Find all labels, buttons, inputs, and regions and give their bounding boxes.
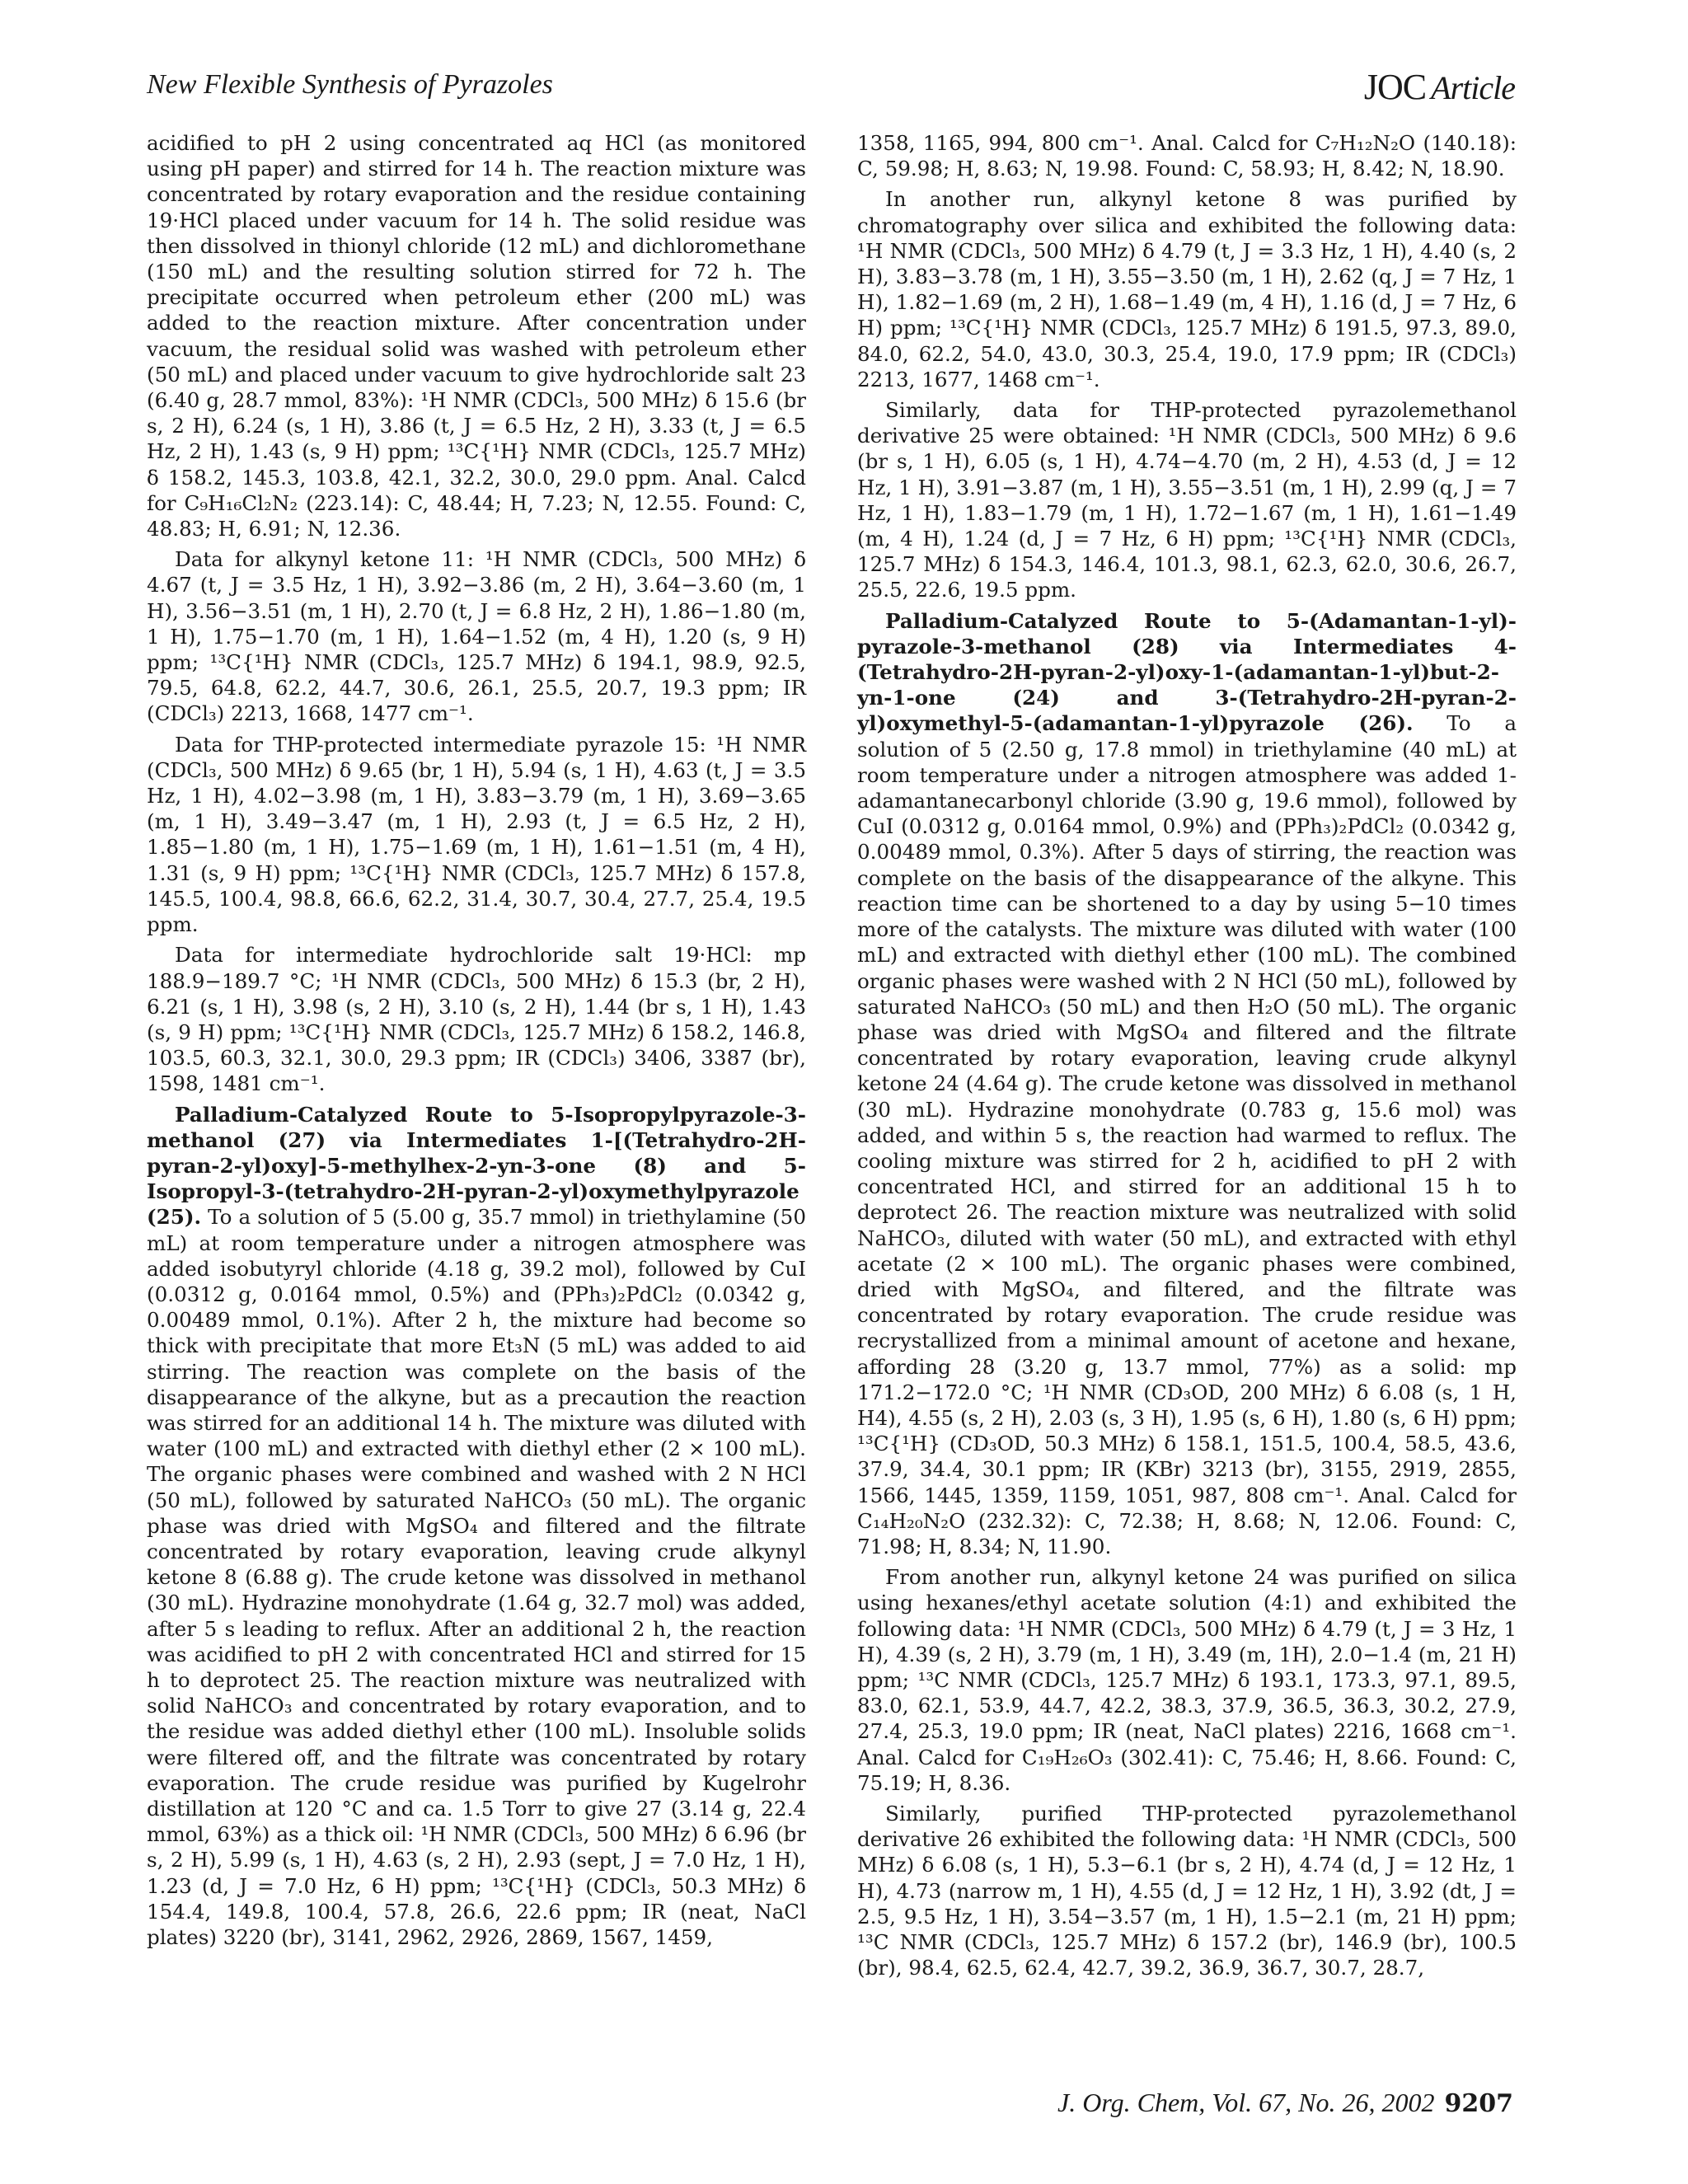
section-body: To a solution of 5 (2.50 g, 17.8 mmol) in triethylamine (40 mL) at room temperature under a nitrogen atmosphere was added 1-adamantanecarbonyl chloride (3.90 g, 19.6 mmol), followed by CuI (0.0312 g, 0.0164 mmol, 0.9%) and (PPh₃)₂PdCl₂ (0.0342 g, 0.00489 mmol, 0.3%). After 5 days of stirring, the reaction was complete on the basis of the disappearance of the alkyne. This reaction time can be shortened to a day by using 5−10 times more of the catalysts. The mixture was diluted with water (100 mL) and extracted with diethyl ether (100 mL). The combined organic phases were washed with 2 N HCl (50 mL), followed by saturated NaHCO₃ (50 mL) and then H₂O (50 mL). The organic phase was dried with MgSO₄ and filtered and the filtrate concentrated by rotary evaporation, leaving crude alkynyl ketone 24 (4.64 g). The crude ketone was dissolved in methanol (30 mL). Hydrazine monohydrate (0.783 g, 15.6 mol) was added, and within 5 s, the reaction had warmed to reflux. The cooling mixture was stirred for 2 h, acidified to pH 2 with concentrated HCl, and stirred for an additional 15 h to deprotect 26. The reaction mixture was neutralized with solid NaHCO₃, diluted with water (50 mL), and extracted with ethyl acetate (2 × 100 mL). The organic phases were combined, dried with MgSO₄, and filtered, and the filtrate was concentrated by rotary evaporation. The crude residue was recrystallized from a minimal amount of acetone and hexane, affording 28 (3.20 g, 13.7 mmol, 77%) as a solid: mp 171.2−172.0 °C; ¹H NMR (CD₃OD, 200 MHz) δ 6.08 (s, 1 H, H4), 4.55 (s, 2 H), 2.03 (s, 3 H), 1.95 (s, 6 H), 1.80 (s, 6 H) ppm; ¹³C{¹H} (CD₃OD, 50.3 MHz) δ 158.1, 151.5, 100.4, 58.5, 43.6, 37.9, 34.4, 30.1 ppm; IR (KBr) 3213 (br), 3155, 2919, 2855, 1566, 1445, 1359, 1159, 1051, 987, 808 cm⁻¹. Anal. Calcd for C₁₄H₂₀N₂O (232.32): C, 72.38; H, 8.68; N, 12.06. Found: C, 71.98; H, 8.34; N, 11.90. — [857, 711, 1517, 1558]
paragraph: Similarly, purified THP-protected pyrazolemethanol derivative 26 exhibited the following data: ¹H NMR (CDCl₃, 500 MHz) δ 6.08 (s, 1 H), 5.3−6.1 (br s, 2 H), 4.74 (d, J = 12 Hz, 1 H), 4.73 (narrow m, 1 H), 4.55 (d, J = 12 Hz, 1 H), 3.92 (dt, J = 2.5, 9.5 Hz, 1 H), 3.54−3.57 (m, 1 H), 1.5−2.1 (m, 21 H) ppm; ¹³C NMR (CDCl₃, 125.7 MHz) δ 157.2 (br), 146.9 (br), 100.5 (br), 98.4, 62.5, 62.4, 42.7, 39.2, 36.9, 36.7, 30.7, 28.7, — [857, 1802, 1517, 1980]
right-column — [857, 130, 1517, 1985]
page-footer — [1057, 2088, 1513, 2118]
section-paragraph — [857, 608, 1517, 1560]
journal-section: Article — [1431, 69, 1515, 106]
left-column — [147, 130, 806, 1955]
paragraph: Data for intermediate hydrochloride salt 19·HCl: mp 188.9−189.7 °C; ¹H NMR (CDCl₃, 500 MHz) δ 15.3 (br, 2 H), 6.21 (s, 1 H), 3.98 (s, 2 H), 3.10 (s, 2 H), 1.44 (br s, 1 H), 1.43 (s, 9 H) ppm; ¹³C{¹H} NMR (CDCl₃, 125.7 MHz) δ 158.2, 146.8, 103.5, 60.3, 32.1, 30.0, 29.3 ppm; IR (CDCl₃) 3406, 3387 (br), 1598, 1481 cm⁻¹. — [147, 943, 806, 1096]
section-heading: Palladium-Catalyzed Route to 5-Isopropylpyrazole-3-methanol (27) via Intermediates 1-[(Tetrahydro-2H-pyran-2-yl)oxy]-5-methylhex-2-yn-3-one (8) and 5-Isopropyl-3-(tetrahydro-2H-pyran-2-yl)oxymethylpyrazole (25). — [147, 1102, 806, 1230]
journal-logo-text: JOC — [1363, 67, 1427, 107]
paragraph: 1358, 1165, 994, 800 cm⁻¹. Anal. Calcd for C₇H₁₂N₂O (140.18): C, 59.98; H, 8.63; N, 19.98. Found: C, 58.93; H, 8.42; N, 18.90. — [857, 131, 1517, 181]
paragraph: acidified to pH 2 using concentrated aq HCl (as monitored using pH paper) and stirred for 14 h. The reaction mixture was concentrated by rotary evaporation and the residue containing 19·HCl placed under vacuum for 14 h. The solid residue was then dissolved in thionyl chloride (12 mL) and dichloromethane (150 mL) and the resulting solution stirred for 72 h. The precipitate occurred when petroleum ether (200 mL) was added to the reaction mixture. After concentration under vacuum, the residual solid was washed with petroleum ether (50 mL) and placed under vacuum to give hydrochloride salt 23 (6.40 g, 28.7 mmol, 83%): ¹H NMR (CDCl₃, 500 MHz) δ 15.6 (br s, 2 H), 6.24 (s, 1 H), 3.86 (t, J = 6.5 Hz, 2 H), 3.33 (t, J = 6.5 Hz, 2 H), 1.43 (s, 9 H) ppm; ¹³C{¹H} NMR (CDCl₃, 125.7 MHz) δ 158.2, 145.3, 103.8, 42.1, 32.2, 30.0, 29.0 ppm. Anal. Calcd for C₉H₁₆Cl₂N₂ (223.14): C, 48.44; H, 7.23; N, 12.55. Found: C, 48.83; H, 6.91; N, 12.36. — [147, 131, 806, 541]
paragraph: Data for alkynyl ketone 11: ¹H NMR (CDCl₃, 500 MHz) δ 4.67 (t, J = 3.5 Hz, 1 H), 3.92−3.86 (m, 2 H), 3.64−3.60 (m, 1 H), 3.56−3.51 (m, 1 H), 2.70 (t, J = 6.8 Hz, 2 H), 1.86−1.80 (m, 1 H), 1.75−1.70 (m, 1 H), 1.64−1.52 (m, 4 H), 1.20 (s, 9 H) ppm; ¹³C{¹H} NMR (CDCl₃, 125.7 MHz) δ 194.1, 98.9, 92.5, 79.5, 64.8, 62.2, 44.7, 30.6, 26.1, 25.5, 20.7, 19.3 ppm; IR (CDCl₃) 2213, 1668, 1477 cm⁻¹. — [147, 547, 806, 726]
section-heading: Palladium-Catalyzed Route to 5-(Adamantan-1-yl)-pyrazole-3-methanol (28) via Intermediates 4-(Tetrahydro-2H-pyran-2-yl)oxy-1-(adamantan-1-yl)but-2-yn-1-one (24) and 3-(Tetrahydro-2H-pyran-2-yl)oxymethyl-5-(adamantan-1-yl)pyrazole (26). — [857, 608, 1517, 736]
paragraph: In another run, alkynyl ketone 8 was purified by chromatography over silica and exhibited the following data: ¹H NMR (CDCl₃, 500 MHz) δ 4.79 (t, J = 3.3 Hz, 1 H), 4.40 (s, 2 H), 3.83−3.78 (m, 1 H), 3.55−3.50 (m, 1 H), 2.62 (q, J = 7 Hz, 1 H), 1.82−1.69 (m, 2 H), 1.68−1.49 (m, 4 H), 1.16 (d, J = 7 Hz, 6 H) ppm; ¹³C{¹H} NMR (CDCl₃, 125.7 MHz) δ 191.5, 97.3, 89.0, 84.0, 62.2, 54.0, 43.0, 30.3, 25.4, 19.0, 17.9 ppm; IR (CDCl₃) 2213, 1677, 1468 cm⁻¹. — [857, 187, 1517, 391]
paragraph: From another run, alkynyl ketone 24 was purified on silica using hexanes/ethyl acetate solution (4:1) and exhibited the following data: ¹H NMR (CDCl₃, 500 MHz) δ 4.79 (t, J = 3 Hz, 1 H), 4.39 (s, 2 H), 3.79 (m, 1 H), 3.49 (m, 1H), 2.0−1.4 (m, 21 H) ppm; ¹³C NMR (CDCl₃, 125.7 MHz) δ 193.1, 173.3, 97.1, 89.5, 83.0, 62.1, 53.9, 44.7, 42.2, 38.3, 37.9, 36.5, 36.3, 30.2, 27.9, 27.4, 25.3, 19.0 ppm; IR (neat, NaCl plates) 2216, 1668 cm⁻¹. Anal. Calcd for C₁₉H₂₆O₃ (302.41): C, 75.46; H, 8.66. Found: C, 75.19; H, 8.36. — [857, 1565, 1517, 1795]
section-body: To a solution of 5 (5.00 g, 35.7 mmol) in triethylamine (50 mL) at room temperature under a nitrogen atmosphere was added isobutyryl chloride (4.18 g, 39.2 mol), followed by CuI (0.0312 g, 0.0164 mmol, 0.5%) and (PPh₃)₂PdCl₂ (0.0342 g, 0.00489 mmol, 0.1%). After 2 h, the mixture had become so thick with precipitate that more Et₃N (5 mL) was added to aid stirring. The reaction was complete on the basis of the disappearance of the alkyne, but as a precaution the reaction was stirred for an additional 14 h. The mixture was diluted with water (100 mL) and extracted with diethyl ether (2 × 100 mL). The organic phases were combined and washed with 2 N HCl (50 mL), followed by saturated NaHCO₃ (50 mL). The organic phase was dried with MgSO₄ and filtered and the filtrate concentrated by rotary evaporation, leaving crude alkynyl ketone 8 (6.88 g). The crude ketone was dissolved in methanol (30 mL). Hydrazine monohydrate (1.64 g, 32.7 mol) was added, after 5 s leading to reflux. After an additional 2 h, the reaction was acidified to pH 2 with concentrated HCl and stirred for 15 h to deprotect 25. The reaction mixture was neutralized with solid NaHCO₃ and concentrated by rotary evaporation, and to the residue was added diethyl ether (100 mL). Insoluble solids were filtered off, and the filtrate was concentrated by rotary evaporation. The crude residue was purified by Kugelrohr distillation at 120 °C and ca. 1.5 Torr to give 27 (3.14 g, 22.4 mmol, 63%) as a thick oil: ¹H NMR (CDCl₃, 500 MHz) δ 6.96 (br s, 2 H), 5.99 (s, 1 H), 4.63 (s, 2 H), 2.93 (sept, J = 7.0 Hz, 1 H), 1.23 (d, J = 7.0 Hz, 6 H) ppm; ¹³C{¹H} (CDCl₃, 50.3 MHz) δ 154.4, 149.8, 100.4, 57.8, 26.6, 22.6 ppm; IR (neat, NaCl plates) 3220 (br), 3141, 2962, 2926, 2869, 1567, 1459, — [147, 1205, 806, 1950]
running-title: New Flexible Synthesis of Pyrazoles — [147, 69, 553, 100]
journal-citation: J. Org. Chem, Vol. 67, No. 26, 2002 — [1057, 2088, 1435, 2117]
page-number: 9207 — [1444, 2089, 1513, 2118]
section-paragraph — [147, 1102, 806, 1951]
paragraph: Similarly, data for THP-protected pyrazolemethanol derivative 25 were obtained: ¹H NMR (CDCl₃, 500 MHz) δ 9.6 (br s, 1 H), 6.05 (s, 1 H), 4.74−4.70 (m, 2 H), 4.53 (d, J = 12 Hz, 1 H), 3.91−3.87 (m, 1 H), 3.55−3.51 (m, 1 H), 2.99 (q, J = 7 Hz, 1 H), 1.83−1.79 (m, 1 H), 1.72−1.67 (m, 1 H), 1.61−1.49 (m, 4 H), 1.24 (d, J = 7 Hz, 6 H) ppm; ¹³C{¹H} NMR (CDCl₃, 125.7 MHz) δ 154.3, 146.4, 101.3, 98.1, 62.3, 62.0, 30.6, 26.7, 25.5, 22.6, 19.5 ppm. — [857, 398, 1517, 602]
journal-logo — [1364, 66, 1515, 108]
paragraph: Data for THP-protected intermediate pyrazole 15: ¹H NMR (CDCl₃, 500 MHz) δ 9.65 (br, 1 H), 5.94 (s, 1 H), 4.63 (t, J = 3.5 Hz, 1 H), 4.02−3.98 (m, 1 H), 3.83−3.79 (m, 1 H), 3.69−3.65 (m, 1 H), 3.49−3.47 (m, 1 H), 2.93 (t, J = 6.5 Hz, 2 H), 1.85−1.80 (m, 1 H), 1.75−1.69 (m, 1 H), 1.61−1.51 (m, 4 H), 1.31 (s, 9 H) ppm; ¹³C{¹H} NMR (CDCl₃, 125.7 MHz) δ 157.8, 145.5, 100.4, 98.8, 66.6, 62.2, 31.4, 30.7, 30.4, 27.7, 25.4, 19.5 ppm. — [147, 732, 806, 937]
